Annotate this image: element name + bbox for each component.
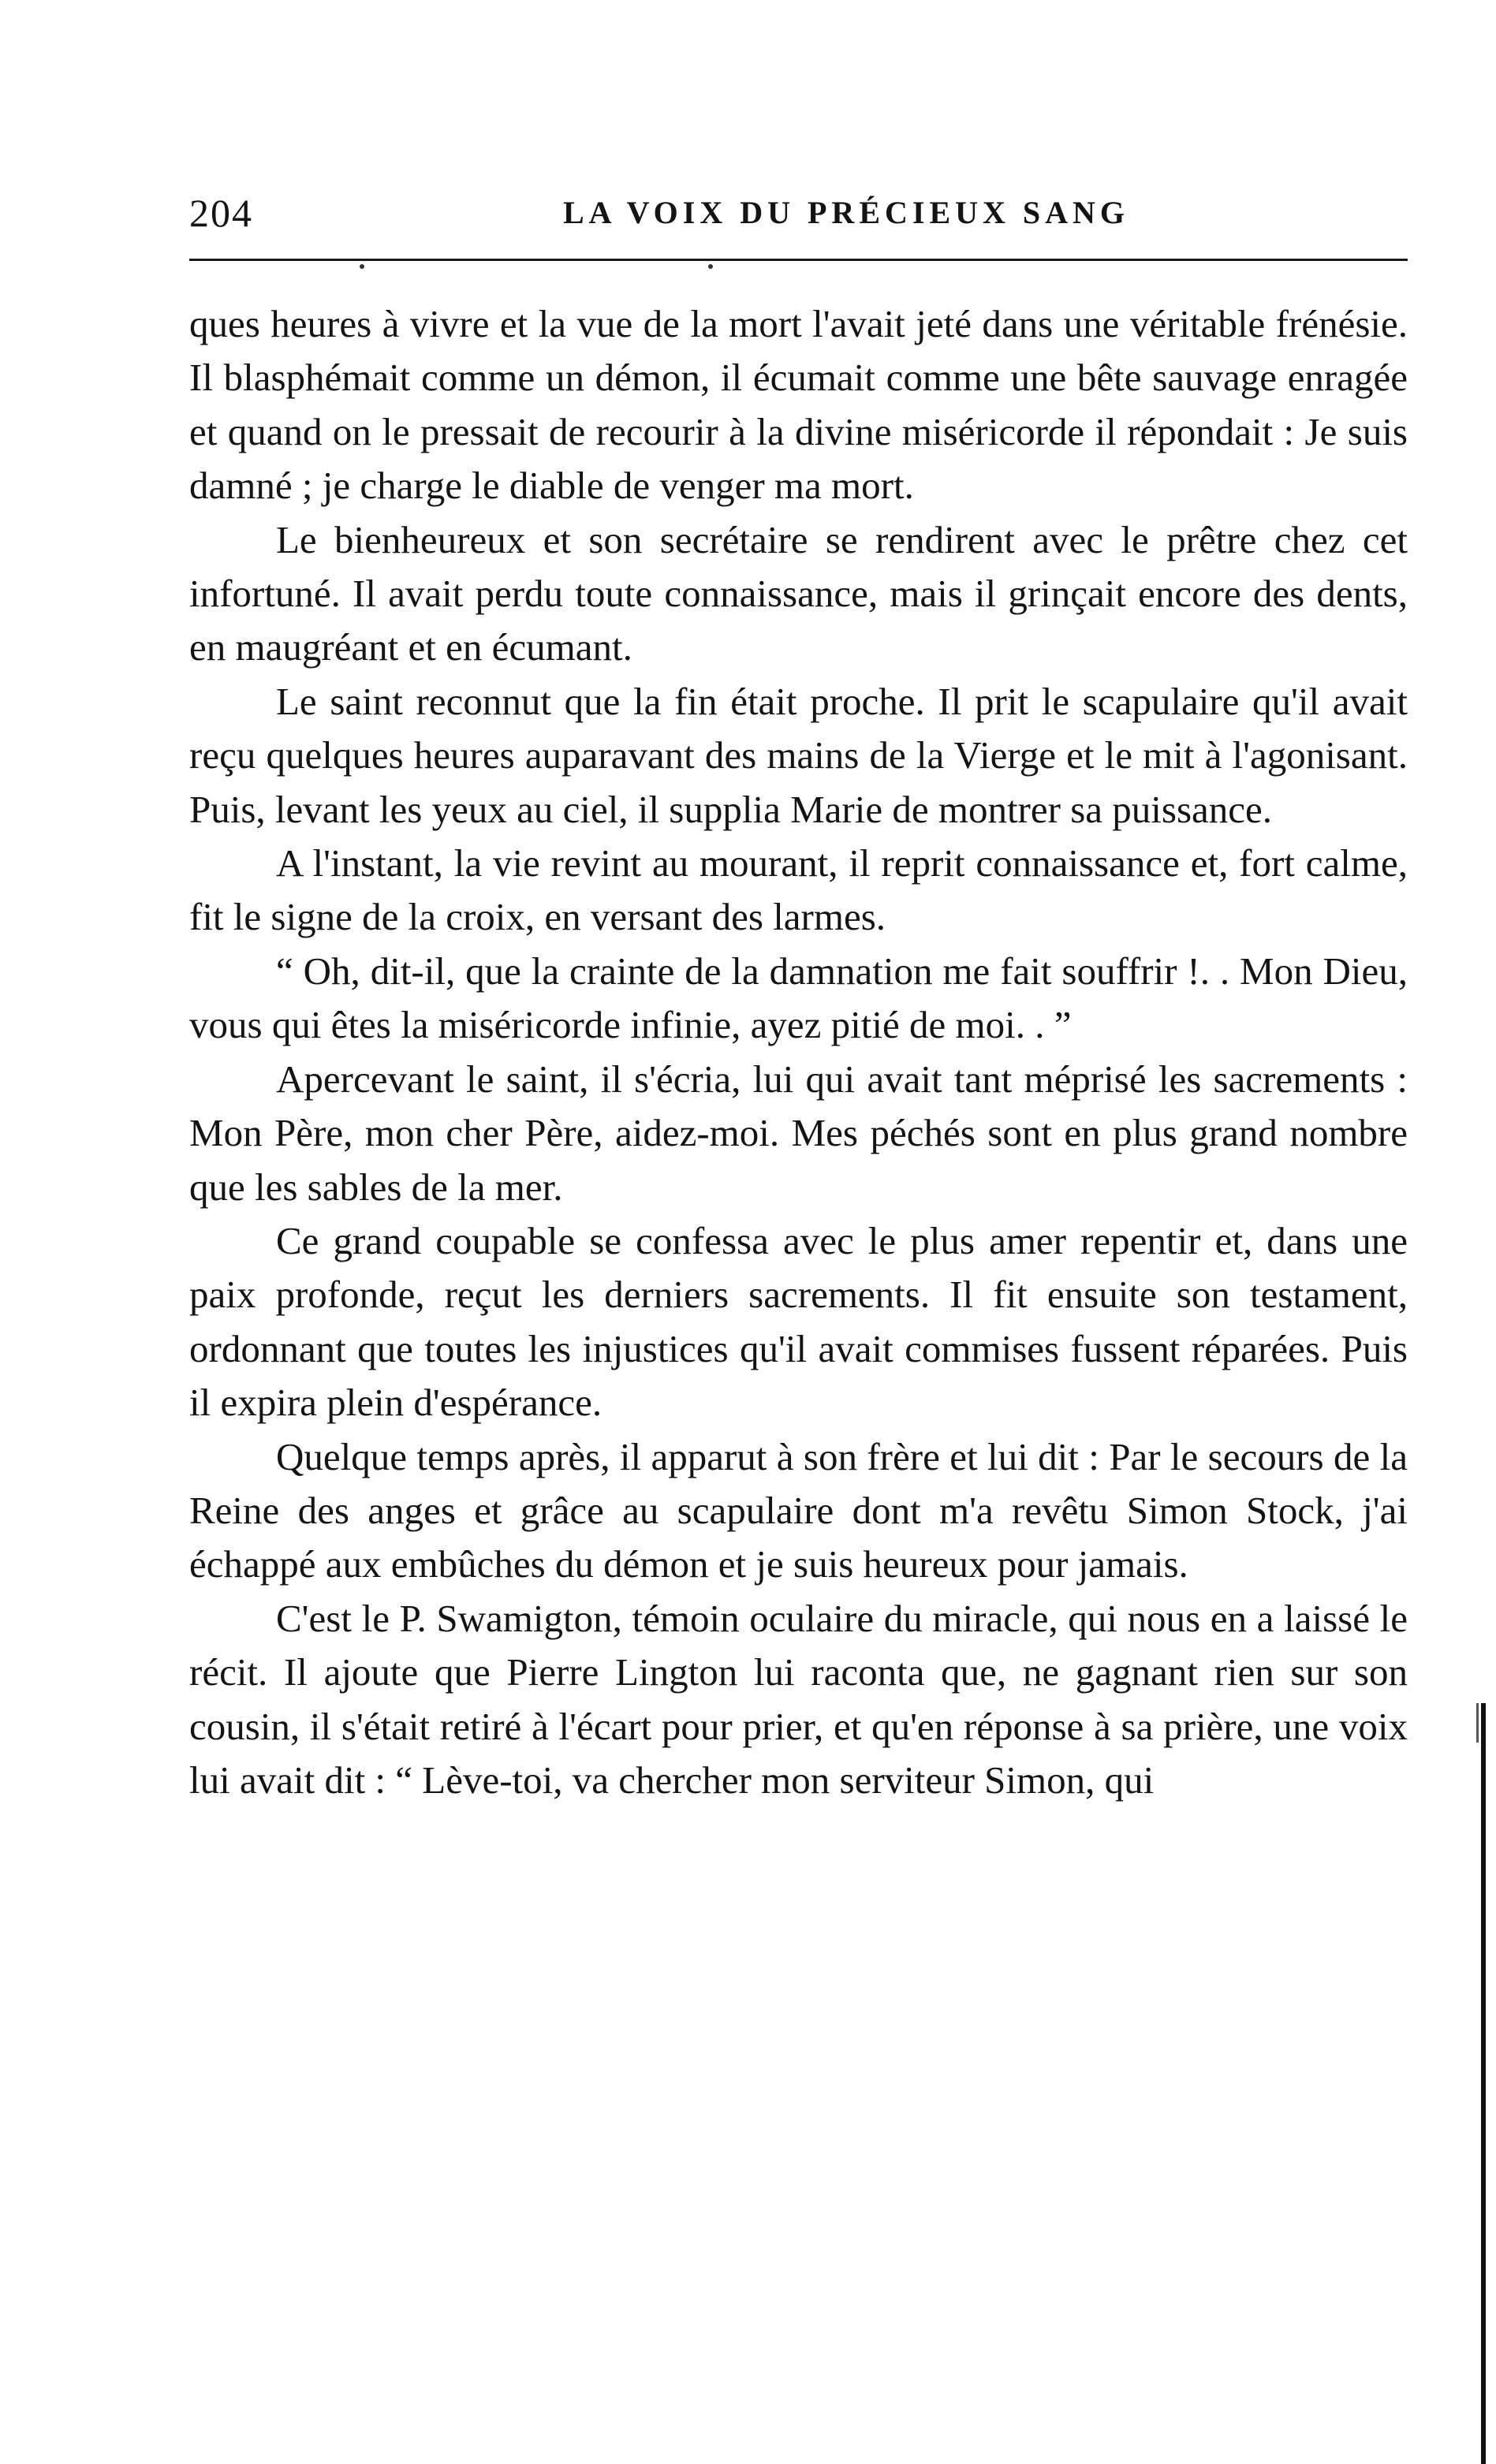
ornament-dot — [360, 264, 364, 269]
paragraph-6: Apercevant le saint, il s'écria, lui qui avait tant méprisé les sacrements : Mon Père, mon cher Père, aidez-moi. Mes péchés sont en plus grand nombre que les sables de la mer. — [189, 1057, 1408, 1209]
paragraph-1: ques heures à vivre et la vue de la mort l'avait jeté dans une véritable frénésie. Il blasphémait comme un démon, il écumait comme une bête sauvage enragée et quand on le pressait de recourir à la divine miséricorde il répondait : Je suis damné ; je charge le diable de venger ma mort. — [189, 302, 1408, 508]
scan-edge-tick — [1476, 1703, 1479, 1743]
paragraph-4: A l'instant, la vie revint au mourant, il reprit connaissance et, fort calme, fit le signe de la croix, en versant des larmes. — [189, 841, 1408, 939]
body-text — [189, 297, 1408, 1807]
paragraph-9: C'est le P. Swamigton, témoin oculaire du miracle, qui nous en a laissé le récit. Il ajoute que Pierre Lington lui raconta que, ne gagnant rien sur son cousin, il s'était retiré à l'écart pour prier, et qu'en réponse à sa prière, une voix lui avait dit : “ Lève-toi, va chercher mon serviteur Simon, qui — [189, 1596, 1408, 1802]
running-title: LA VOIX DU PRÉCIEUX SANG — [562, 195, 1130, 230]
scan-edge-line — [1481, 1703, 1486, 2464]
page-number: 204 — [189, 191, 253, 235]
paragraph-7: Ce grand coupable se confessa avec le plus amer repentir et, dans une paix profonde, reçut les derniers sacrements. Il fit ensuite son testament, ordonnant que toutes les injustices qu'il avait commises fussent réparées. Puis il expira plein d'espérance. — [189, 1218, 1408, 1425]
paragraph-5: “ Oh, dit-il, que la crainte de la damnation me fait souffrir !. . Mon Dieu, vous qui êtes la miséricorde infinie, ayez pitié de moi. . ” — [189, 949, 1408, 1047]
paragraph-3: Le saint reconnut que la fin était proche. Il prit le scapulaire qu'il avait reçu quelques heures auparavant des mains de la Vierge et le mit à l'agonisant. Puis, levant les yeux au ciel, il supplia Marie de montrer sa puissance. — [189, 679, 1408, 831]
book-page — [189, 181, 1408, 1807]
ornament-dot — [708, 264, 713, 269]
header-dots — [189, 261, 1408, 280]
paragraph-8: Quelque temps après, il apparut à son frère et lui dit : Par le secours de la Reine des anges et grâce au scapulaire dont m'a revêtu Simon Stock, j'ai échappé aux embûches du démon et je suis heureux pour jamais. — [189, 1434, 1408, 1586]
running-head — [189, 181, 1408, 244]
paragraph-2: Le bienheureux et son secrétaire se rendirent avec le prêtre chez cet infortuné. Il avait perdu toute connaissance, mais il grinçait encore des dents, en maugréant et en écumant. — [189, 517, 1408, 669]
